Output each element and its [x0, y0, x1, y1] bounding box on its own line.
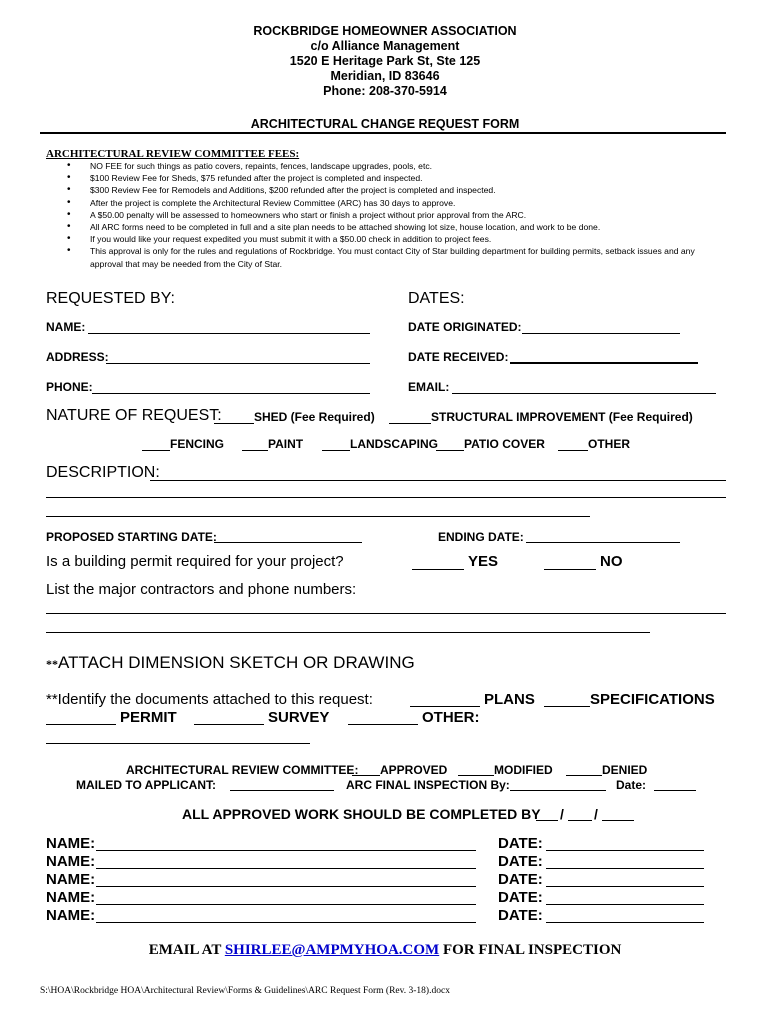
other-doc-line[interactable] — [46, 743, 310, 744]
attach-heading — [46, 653, 415, 673]
fee-item: • All ARC forms need to be completed in full and a site plan needs to be attached showing lot size, house location, and work to be done. — [46, 221, 726, 233]
signature-name-field[interactable] — [96, 922, 476, 923]
requested-by-heading: REQUESTED BY: — [46, 290, 175, 307]
completed-separator: / — [594, 806, 598, 822]
fee-item: • $100 Review Fee for Sheds, $75 refunded after the project is completed and inspected. — [46, 172, 726, 184]
name-field[interactable] — [88, 333, 370, 334]
date-received-field[interactable] — [510, 362, 698, 364]
final-inspection-label: ARC FINAL INSPECTION By: — [346, 778, 510, 792]
contractors-line-2[interactable] — [46, 632, 650, 633]
final-inspection-email — [0, 942, 770, 959]
city-address: Meridian, ID 83646 — [330, 69, 440, 83]
permit-question: Is a building permit required for your project? — [46, 553, 344, 570]
signature-date-label: DATE: — [498, 853, 543, 870]
denied-blank[interactable] — [566, 775, 602, 776]
permit-option: PERMIT — [120, 709, 177, 726]
mailed-label: MAILED TO APPLICANT: — [76, 778, 216, 792]
permit-no-blank[interactable] — [544, 569, 596, 570]
form-title: ARCHITECTURAL CHANGE REQUEST FORM — [250, 117, 520, 131]
signature-date-label: DATE: — [498, 907, 543, 924]
signature-name-field[interactable] — [96, 850, 476, 851]
attach-label: ATTACH DIMENSION SKETCH OR DRAWING — [58, 653, 415, 672]
phone-field[interactable] — [92, 393, 370, 394]
final-inspection-field[interactable] — [510, 790, 606, 791]
fee-item: • After the project is complete the Architectural Review Committee (ARC) has 30 days to approve. — [46, 197, 726, 209]
fee-item: • If you would like your request expedited you must submit it with a $50.00 check in addition to project fees. — [46, 233, 726, 245]
signature-date-field[interactable] — [546, 868, 704, 869]
org-name: ROCKBRIDGE HOMEOWNER ASSOCIATION — [253, 24, 517, 38]
nature-label: NATURE OF REQUEST: — [46, 407, 222, 424]
survey-option: SURVEY — [268, 709, 330, 726]
plans-blank[interactable] — [410, 706, 480, 707]
fencing-blank[interactable] — [142, 450, 170, 451]
other-blank[interactable] — [558, 450, 588, 451]
modified-blank[interactable] — [458, 775, 494, 776]
description-label: DESCRIPTION: — [46, 464, 160, 481]
permit-no-label: NO — [600, 553, 623, 570]
signature-date-label: DATE: — [498, 871, 543, 888]
description-line-1[interactable] — [150, 480, 726, 481]
care-of: c/o Alliance Management — [310, 39, 460, 53]
other-doc-blank[interactable] — [348, 724, 418, 725]
structural-blank[interactable] — [389, 423, 431, 424]
phone-label: PHONE: — [46, 380, 93, 394]
signature-name-field[interactable] — [96, 868, 476, 869]
signature-date-field[interactable] — [546, 922, 704, 923]
identify-label: **Identify the documents attached to this request: — [46, 691, 373, 708]
plans-option: PLANS — [484, 691, 535, 708]
address-field[interactable] — [106, 363, 370, 364]
email-prefix: EMAIL AT — [148, 942, 222, 958]
ending-date-label: ENDING DATE: — [438, 530, 524, 544]
patio-option: PATIO COVER — [464, 437, 545, 451]
ending-date-field[interactable] — [526, 542, 680, 543]
paint-option: PAINT — [268, 437, 304, 451]
fencing-option: FENCING — [170, 437, 224, 451]
permit-doc-blank[interactable] — [46, 724, 116, 725]
attach-prefix: ** — [46, 657, 58, 671]
approved-blank[interactable] — [352, 775, 380, 776]
fee-item: • This approval is only for the rules and regulations of Rockbridge. You must contact City of Star building department for building permits, setback issues and any approval that may be needed from the City of Star. — [46, 245, 726, 269]
other-doc-option: OTHER: — [422, 709, 480, 726]
proposed-start-label: PROPOSED STARTING DATE: — [46, 530, 217, 544]
contractors-label: List the major contractors and phone numbers: — [46, 581, 357, 598]
dates-heading: DATES: — [408, 290, 465, 307]
fees-title: ARCHITECTURAL REVIEW COMMITTEE FEES: — [46, 148, 300, 160]
other-option: OTHER — [588, 437, 630, 451]
signature-name-label: NAME: — [46, 853, 96, 870]
modified-option: MODIFIED — [494, 763, 553, 777]
inspection-date-field[interactable] — [654, 790, 696, 791]
name-label: NAME: — [46, 320, 86, 334]
shed-blank[interactable] — [214, 423, 254, 424]
fee-item: • $300 Review Fee for Remodels and Additions, $200 refunded after the project is completed and inspected. — [46, 184, 726, 196]
inspection-email-link[interactable]: SHIRLEE@AMPMYHOA.COM — [224, 942, 440, 958]
description-line-2[interactable] — [46, 497, 726, 498]
date-originated-field[interactable] — [522, 333, 680, 334]
shed-option: SHED (Fee Required) — [254, 410, 375, 424]
signature-name-label: NAME: — [46, 907, 96, 924]
title-rule — [40, 132, 726, 134]
signature-date-label: DATE: — [498, 889, 543, 906]
signature-date-field[interactable] — [546, 886, 704, 887]
completed-day-blank[interactable] — [568, 820, 592, 821]
inspection-date-label: Date: — [616, 778, 647, 792]
landscaping-blank[interactable] — [322, 450, 350, 451]
email-suffix: FOR FINAL INSPECTION — [442, 942, 622, 958]
file-path: S:\HOA\Rockbridge HOA\Architectural Review\Forms & Guidelines\ARC Request Form (Rev. 3-18).docx — [40, 986, 450, 996]
survey-blank[interactable] — [194, 724, 264, 725]
mailed-field[interactable] — [230, 790, 334, 791]
landscaping-option: LANDSCAPING — [350, 437, 439, 451]
permit-yes-label: YES — [468, 553, 499, 570]
approved-option: APPROVED — [380, 763, 448, 777]
specifications-blank[interactable] — [544, 706, 590, 707]
date-originated-label: DATE ORIGINATED: — [408, 320, 522, 334]
committee-label: ARCHITECTURAL REVIEW COMMITTEE: — [126, 763, 359, 777]
signature-name-label: NAME: — [46, 871, 96, 888]
completed-year-blank[interactable] — [602, 820, 634, 821]
signature-date-field[interactable] — [546, 904, 704, 905]
specifications-option: SPECIFICATIONS — [590, 691, 715, 708]
signature-name-label: NAME: — [46, 835, 96, 852]
contractors-line-1[interactable] — [46, 613, 726, 614]
email-field[interactable] — [452, 393, 716, 394]
patio-blank[interactable] — [436, 450, 464, 451]
email-label: EMAIL: — [408, 380, 450, 394]
completed-separator: / — [560, 806, 564, 822]
fees-list — [46, 160, 726, 270]
signature-name-field[interactable] — [96, 904, 476, 905]
denied-option: DENIED — [602, 763, 648, 777]
address-label: ADDRESS: — [46, 350, 109, 364]
completed-label: ALL APPROVED WORK SHOULD BE COMPLETED BY — [182, 806, 541, 822]
signature-name-label: NAME: — [46, 889, 96, 906]
proposed-start-field[interactable] — [214, 542, 362, 543]
permit-yes-blank[interactable] — [412, 569, 464, 570]
description-line-3[interactable] — [46, 516, 590, 517]
signature-date-field[interactable] — [546, 850, 704, 851]
org-phone: Phone: 208-370-5914 — [323, 84, 447, 98]
completed-month-blank[interactable] — [536, 820, 558, 821]
paint-blank[interactable] — [242, 450, 268, 451]
signature-name-field[interactable] — [96, 886, 476, 887]
date-received-label: DATE RECEIVED: — [408, 350, 509, 364]
street-address: 1520 E Heritage Park St, Ste 125 — [289, 54, 481, 68]
fee-item: • A $50.00 penalty will be assessed to homeowners who start or finish a project without prior approval from the ARC. — [46, 209, 726, 221]
fee-item: • NO FEE for such things as patio covers, repaints, fences, landscape upgrades, pools, etc. — [46, 160, 726, 172]
signature-date-label: DATE: — [498, 835, 543, 852]
structural-option: STRUCTURAL IMPROVEMENT (Fee Required) — [431, 410, 693, 424]
